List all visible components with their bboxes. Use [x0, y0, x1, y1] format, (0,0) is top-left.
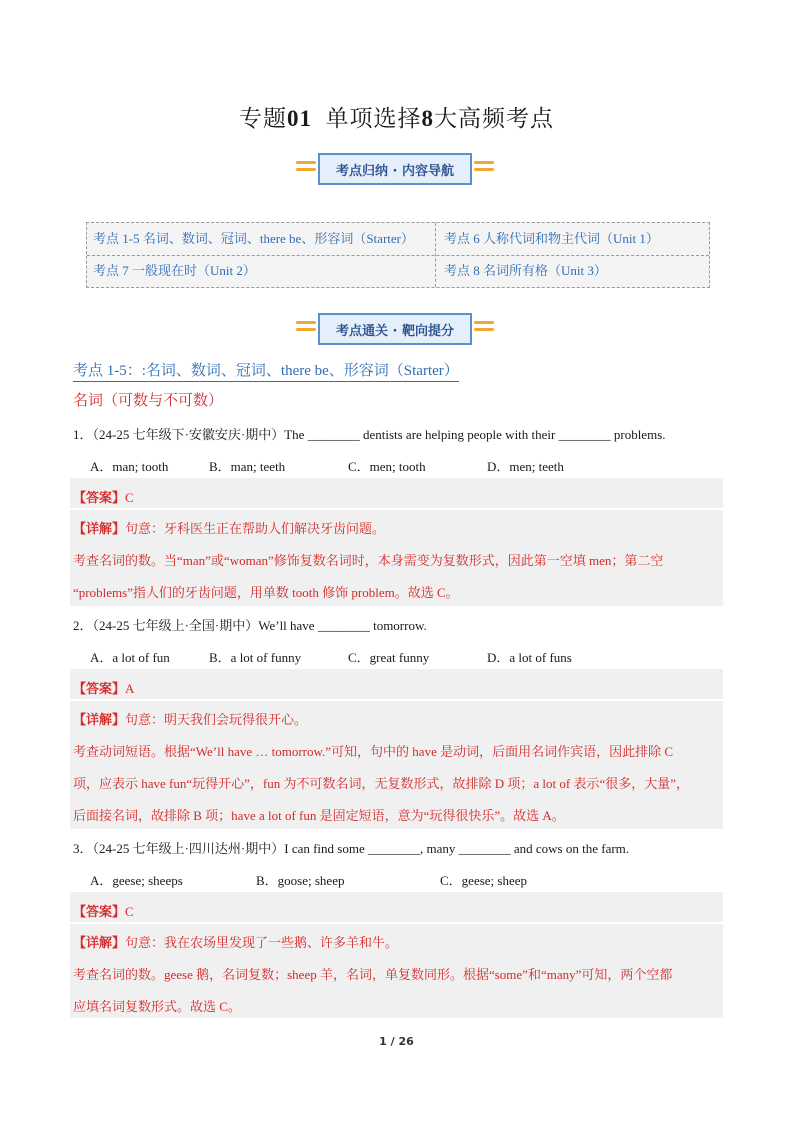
- title-mid: 单项选择: [325, 106, 422, 131]
- page-number: 1 / 26: [379, 1035, 414, 1048]
- option-c: C．men; tooth: [348, 459, 426, 474]
- option-c: C．great funny: [348, 650, 430, 665]
- detail-line: [73, 518, 385, 537]
- answer-line: [73, 487, 134, 506]
- nav-link-topic-8[interactable]: 考点 8 名词所有格（Unit 3）: [444, 263, 607, 278]
- answer-line: [73, 901, 134, 920]
- detail-text: 句意：牙科医生正在帮助人们解决牙齿问题。: [125, 521, 386, 536]
- answer-tag: 【答案】: [73, 904, 126, 919]
- detail-tag: 【详解】: [73, 712, 126, 727]
- title-number-2: 8: [421, 106, 434, 131]
- option-a: A．geese; sheeps: [90, 873, 183, 888]
- banner-right-decor: [474, 161, 494, 177]
- detail-text: 考查名词的数。当“man”或“woman”修饰复数名词时，本身需变为复数形式，因此第一空填 men；第二空: [73, 553, 664, 568]
- detail-line: [73, 709, 307, 728]
- banner-right-decor: [474, 321, 494, 337]
- banner-left-decor: [296, 161, 316, 177]
- option-b: B．man; teeth: [209, 459, 286, 474]
- detail-line: [73, 932, 398, 951]
- detail-tag: 【详解】: [73, 935, 126, 950]
- nav-banner-label: 考点归纳 · 内容导航: [318, 153, 472, 185]
- answer-tag: 【答案】: [73, 490, 126, 505]
- section-heading[interactable]: 考点 1-5：:名词、数词、冠词、there be、形容词（Starter）: [73, 359, 459, 382]
- answer-value: C: [125, 490, 134, 505]
- option-c: C．geese; sheep: [440, 873, 528, 888]
- question-2-options: [73, 647, 733, 665]
- answer-line: [73, 678, 134, 697]
- option-b: B．goose; sheep: [256, 873, 345, 888]
- detail-text: 考查动词短语。根据“We’ll have … tomorrow.”可知，句中的 have 是动词，后面用名词作宾语，因此排除 C: [73, 744, 674, 759]
- answer-separator: [70, 508, 723, 510]
- answer-value: C: [125, 904, 134, 919]
- practice-banner-label: 考点通关 · 靶向提分: [318, 313, 472, 345]
- answer-value: A: [125, 681, 135, 696]
- question-1-options: [73, 456, 733, 474]
- question-1-answer-box: [70, 478, 723, 606]
- answer-tag: 【答案】: [73, 681, 126, 696]
- question-2-stem: 2．（24-25 七年级上·全国·期中）We’ll have ________ tomorrow.: [73, 618, 427, 633]
- question-1-stem: 1．（24-25 七年级下·安徽安庆·期中）The ________ dentists are helping people with their ________ problems.: [73, 427, 666, 442]
- detail-tag: 【详解】: [73, 521, 126, 536]
- banner-left-decor: [296, 321, 316, 337]
- practice-banner: [296, 313, 494, 345]
- question-3-stem: 3．（24-25 七年级上·四川达州·期中）I can find some ________, many ________ and cows on the farm.: [73, 841, 630, 856]
- option-d: D．a lot of funs: [487, 650, 572, 665]
- nav-banner: [296, 153, 494, 185]
- question-3-answer-box: [70, 892, 723, 1018]
- option-d: D．men; teeth: [487, 459, 564, 474]
- title-prefix: 专题: [239, 106, 287, 131]
- detail-text: 句意：明天我们会玩得很开心。: [125, 712, 308, 727]
- content-nav-table: [86, 222, 710, 288]
- title-suffix: 大高频考点: [434, 106, 554, 131]
- answer-separator: [70, 699, 723, 701]
- question-2-answer-box: [70, 669, 723, 829]
- detail-text: “problems”指人们的牙齿问题，用单数 tooth 修饰 problem。故选 C。: [73, 585, 459, 600]
- nav-link-topic-1-5[interactable]: 考点 1-5 名词、数词、冠词、there be、形容词（Starter）: [93, 231, 414, 246]
- answer-separator: [70, 922, 723, 924]
- option-a: A．man; tooth: [90, 459, 169, 474]
- detail-text: 项，应表示 have fun“玩得开心”，fun 为不可数名词，无复数形式，故排除 D 项；a lot of 表示“很多，大量”，: [73, 776, 689, 791]
- subsection-heading: 名词（可数与不可数）: [73, 393, 224, 409]
- detail-text: 句意：我在农场里发现了一些鹅、许多羊和牛。: [125, 935, 399, 950]
- nav-link-topic-7[interactable]: 考点 7 一般现在时（Unit 2）: [93, 263, 256, 278]
- detail-text: 应填名词复数形式。故选 C。: [73, 999, 241, 1014]
- page-title: [0, 100, 793, 133]
- nav-link-topic-6[interactable]: 考点 6 人称代词和物主代词（Unit 1）: [444, 231, 659, 246]
- detail-text: 后面接名词，故排除 B 项；have a lot of fun 是固定短语，意为“玩得很快乐”。故选 A。: [73, 808, 565, 823]
- option-a: A．a lot of fun: [90, 650, 170, 665]
- question-3-options: [73, 870, 733, 888]
- option-b: B．a lot of funny: [209, 650, 302, 665]
- title-number: 01: [287, 106, 312, 131]
- detail-text: 考查名词的数。geese 鹅，名词复数；sheep 羊，名词，单复数同形。根据“some”和“many”可知，两个空都: [73, 967, 673, 982]
